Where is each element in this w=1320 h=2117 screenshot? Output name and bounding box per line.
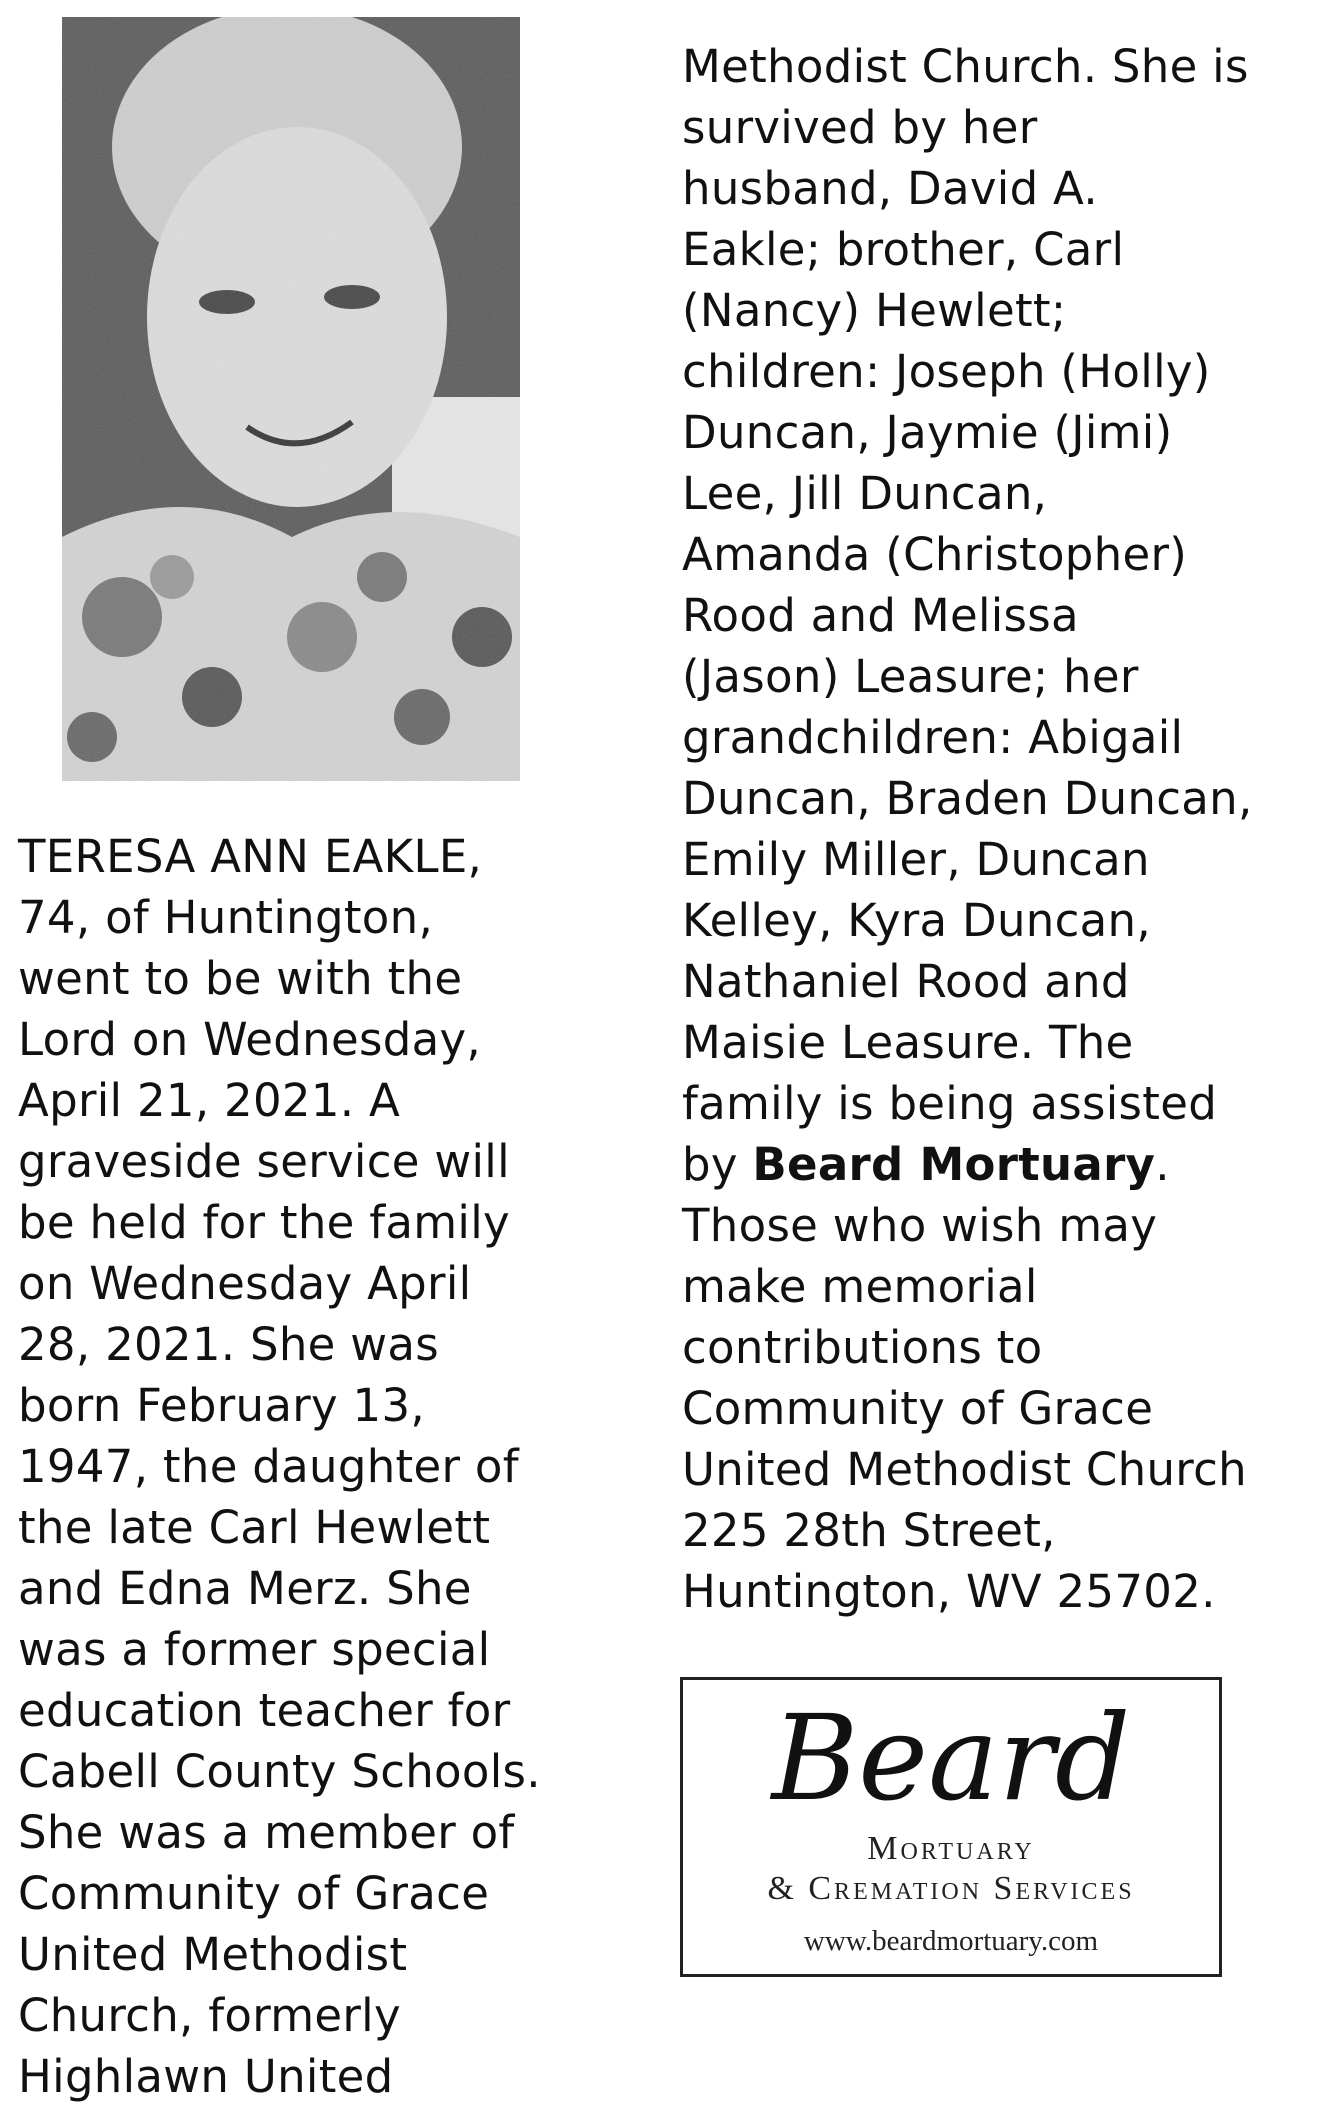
mortuary-name: Beard Mortuary (752, 1138, 1156, 1191)
text-line: (Jason) Leasure; her (682, 650, 1139, 703)
text-line: grandchildren: Abigail (682, 711, 1184, 764)
text-line: children: Joseph (Holly) (682, 345, 1211, 398)
text-line: Lord on Wednesday, (18, 1013, 481, 1066)
text-line: and Edna Merz. She (18, 1562, 472, 1615)
text-line: 28, 2021. She was (18, 1318, 439, 1371)
text-line: United Methodist Church (682, 1443, 1247, 1496)
text-line: contributions to (682, 1321, 1043, 1374)
text-line: be held for the family (18, 1196, 510, 1249)
text-line: was a former special (18, 1623, 491, 1676)
text-line: Kelley, Kyra Duncan, (682, 894, 1151, 947)
text-line: Lee, Jill Duncan, (682, 467, 1048, 520)
text-line: Church, formerly (18, 1989, 401, 2042)
text-line: graveside service will (18, 1135, 510, 1188)
text-line: Those who wish may (682, 1199, 1158, 1252)
text-line: the late Carl Hewlett (18, 1501, 491, 1554)
logo-subtitle-1: Mortuary (867, 1830, 1035, 1867)
text-line: TERESA ANN EAKLE, (18, 830, 483, 883)
text-line: education teacher for (18, 1684, 511, 1737)
text-line: Emily Miller, Duncan (682, 833, 1150, 886)
text-line: born February 13, (18, 1379, 426, 1432)
text-line: (Nancy) Hewlett; (682, 284, 1067, 337)
text-line: Methodist Church. She is (682, 40, 1249, 93)
text-line: Community of Grace (18, 1867, 490, 1920)
text-line: on Wednesday April (18, 1257, 472, 1310)
by-suffix: . (1155, 1138, 1170, 1191)
text-line: Duncan, Jaymie (Jimi) (682, 406, 1173, 459)
text-line: Huntington, WV 25702. (682, 1565, 1216, 1618)
text-line: husband, David A. (682, 162, 1098, 215)
text-line: Rood and Melissa (682, 589, 1079, 642)
obituary-right-column (682, 36, 1253, 1622)
text-line: 1947, the daughter of (18, 1440, 519, 1493)
text-line: 225 28th Street, (682, 1504, 1056, 1557)
logo-website: www.beardmortuary.com (803, 1925, 1099, 1957)
logo-script-name: Beard (771, 1689, 1131, 1827)
text-line: Eakle; brother, Carl (682, 223, 1125, 276)
text-line: April 21, 2021. A (18, 1074, 401, 1127)
by-prefix: by (682, 1138, 753, 1191)
text-line: United Methodist (18, 1928, 408, 1981)
text-line: make memorial (682, 1260, 1038, 1313)
text-line: Nathaniel Rood and (682, 955, 1130, 1008)
text-line: Community of Grace (682, 1382, 1154, 1435)
text-line: went to be with the (18, 952, 463, 1005)
text-line: 74, of Huntington, (18, 891, 434, 944)
text-line: Amanda (Christopher) (682, 528, 1188, 581)
logo-subtitle-2: & Cremation Services (767, 1870, 1135, 1907)
text-line: She was a member of (18, 1806, 515, 1859)
text-line: Cabell County Schools. (18, 1745, 541, 1798)
text-line-mortuary (682, 1134, 1253, 1195)
portrait-photo (62, 17, 520, 781)
obituary-left-column (18, 826, 541, 2107)
text-line: Highlawn United (18, 2050, 394, 2103)
text-line: Duncan, Braden Duncan, (682, 772, 1253, 825)
portrait-image (62, 17, 520, 781)
mortuary-logo (680, 1677, 1222, 1977)
text-line: survived by her (682, 101, 1038, 154)
text-line: Maisie Leasure. The (682, 1016, 1134, 1069)
text-line: family is being assisted (682, 1077, 1218, 1130)
